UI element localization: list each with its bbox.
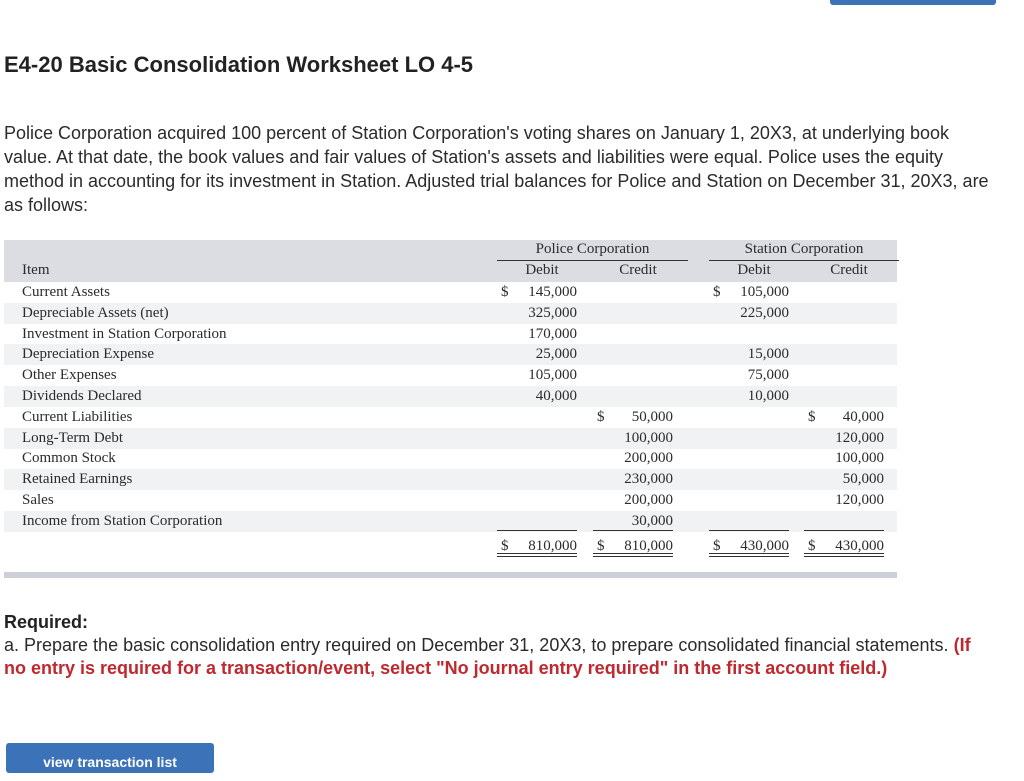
row-item-label: Depreciable Assets (net)	[22, 304, 169, 321]
table-row	[4, 511, 897, 532]
row-pc-amount: 200,000	[624, 492, 673, 508]
group-station-label: Station Corporation	[744, 241, 864, 257]
row-pd-amount: 170,000	[528, 325, 577, 342]
row-sd-amount: 225,000	[740, 304, 789, 321]
row-sd-currency: $	[713, 284, 721, 300]
table-row	[4, 490, 897, 511]
page-title: E4-20 Basic Consolidation Worksheet LO 4-5	[4, 52, 474, 77]
total-police-debit: 810,000	[528, 538, 577, 554]
group-police-underline	[497, 260, 688, 261]
total-station-credit-currency: $	[808, 538, 816, 554]
total-station-credit: 430,000	[835, 538, 884, 554]
row-item-label: Current Assets	[22, 284, 110, 300]
row-pc-amount: 200,000	[624, 450, 673, 467]
row-sc-amount: 50,000	[842, 471, 884, 488]
row-item-label: Retained Earnings	[22, 471, 133, 488]
row-sc-amount: 40,000	[842, 408, 884, 425]
total-police-debit-currency: $	[501, 538, 509, 554]
total-police-credit: 810,000	[624, 538, 673, 554]
row-item-label: Sales	[22, 492, 54, 508]
row-item-label: Investment in Station Corporation	[22, 325, 227, 342]
row-pd-currency: $	[501, 284, 509, 300]
group-station-underline	[709, 260, 899, 261]
row-pd-amount: 325,000	[528, 304, 577, 321]
intro-paragraph: Police Corporation acquired 100 percent of Station Corporation's voting shares on January 1, 20X3, at underlying book value. At that date, the book values and fair values of Station's assets and liabilities were equal. Police uses the equity method in accounting for its investment in Station. Adjusted trial balances for Police and Station on December 31, 20X3, are as follows:	[4, 123, 989, 215]
header-item: Item	[22, 262, 50, 278]
row-item-label: Long-Term Debt	[22, 429, 124, 446]
sum-line-police-credit	[593, 530, 673, 531]
table-row	[4, 365, 897, 386]
sum-line-station-credit	[804, 530, 884, 531]
required-part-a: a. Prepare the basic consolidation entry required on December 31, 20X3, to prepare consolidated financial statements.	[4, 635, 949, 655]
row-sc-amount: 100,000	[835, 450, 884, 467]
row-pc-amount: 30,000	[631, 512, 673, 529]
sum-line-station-debit	[709, 530, 789, 531]
group-police-label: Police Corporation	[535, 241, 650, 257]
table-row	[4, 303, 897, 324]
sum-line-police-debit	[497, 530, 577, 531]
double-line-station-debit	[709, 553, 789, 557]
table-row	[4, 324, 897, 345]
row-pc-amount: 100,000	[624, 429, 673, 446]
row-item-label: Dividends Declared	[22, 388, 142, 404]
required-note: (If no entry is required for a transaction/event, select "No journal entry required" in the first account field.)	[4, 635, 971, 678]
row-item-label: Other Expenses	[22, 367, 117, 384]
table-footer-band	[4, 572, 897, 578]
required-section	[4, 611, 994, 680]
table-row	[4, 428, 897, 449]
header-police-debit: Debit	[525, 262, 559, 278]
header-station-credit: Credit	[830, 262, 868, 278]
row-pc-amount: 50,000	[631, 408, 673, 425]
table-row	[4, 386, 897, 407]
header-police-credit: Credit	[619, 262, 657, 278]
view-transaction-list-button[interactable]: view transaction list	[6, 743, 214, 773]
total-station-debit: 430,000	[740, 538, 789, 554]
header-station-debit: Debit	[737, 262, 771, 278]
row-item-label: Income from Station Corporation	[22, 512, 223, 529]
row-pc-amount: 230,000	[624, 471, 673, 488]
trial-balance-table	[4, 240, 897, 578]
row-pc-currency: $	[597, 408, 605, 425]
row-sc-currency: $	[808, 408, 816, 425]
double-line-police-debit	[497, 553, 577, 557]
double-line-police-credit	[593, 553, 673, 557]
total-police-credit-currency: $	[597, 538, 605, 554]
row-item-label: Common Stock	[22, 450, 116, 467]
row-pd-amount: 145,000	[528, 284, 577, 300]
row-pd-amount: 105,000	[528, 367, 577, 384]
row-pd-amount: 40,000	[535, 388, 577, 404]
row-item-label: Current Liabilities	[22, 408, 133, 425]
table-row	[4, 448, 897, 469]
table-row	[4, 469, 897, 490]
top-accent-bar	[830, 0, 996, 5]
row-item-label: Depreciation Expense	[22, 346, 155, 363]
row-sd-amount: 105,000	[740, 284, 789, 300]
row-sc-amount: 120,000	[835, 492, 884, 508]
row-sd-amount: 15,000	[747, 346, 789, 363]
row-sd-amount: 75,000	[747, 367, 789, 384]
table-row	[4, 407, 897, 428]
required-heading: Required:	[4, 612, 89, 632]
table-row	[4, 282, 897, 303]
row-pd-amount: 25,000	[535, 346, 577, 363]
double-line-station-credit	[804, 553, 884, 557]
total-station-debit-currency: $	[713, 538, 721, 554]
table-row	[4, 344, 897, 365]
row-sc-amount: 120,000	[835, 429, 884, 446]
row-sd-amount: 10,000	[747, 388, 789, 404]
